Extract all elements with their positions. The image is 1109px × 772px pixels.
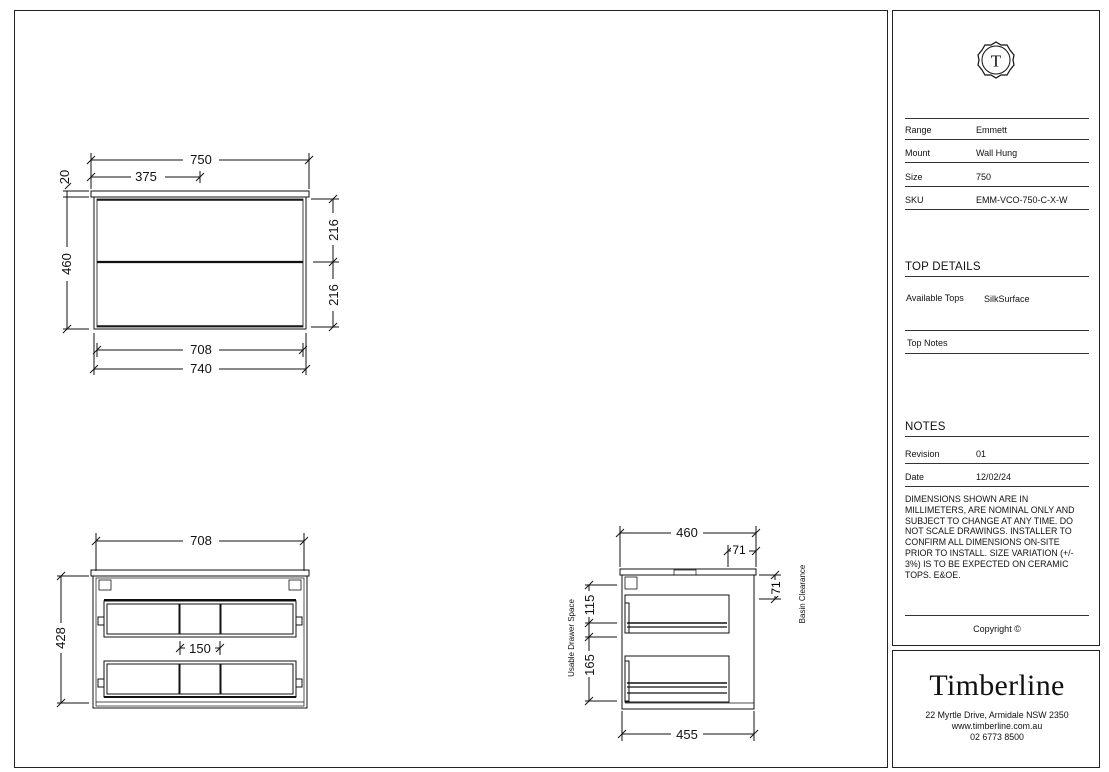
front-body-width-740: 740 [190, 361, 212, 376]
brand-website: www.timberline.com.au [951, 721, 1043, 731]
side-upper-space-115: 115 [582, 594, 597, 616]
spec-key: Mount [905, 148, 931, 158]
usable-drawer-space-label: Usable Drawer Space [567, 599, 576, 677]
top-details-heading: TOP DETAILS [905, 261, 1089, 277]
revision-value: 01 [976, 449, 987, 459]
side-lower-space-165: 165 [582, 654, 597, 676]
basin-clearance-label: Basin Clearance [798, 564, 807, 624]
copyright: Copyright © [973, 624, 1021, 634]
front-half-width-375: 375 [135, 169, 157, 184]
available-tops-label: Available Tops [906, 293, 964, 303]
side-depth-455: 455 [676, 727, 698, 742]
revision-row [905, 443, 1089, 464]
divider [905, 330, 1089, 331]
title-block [892, 10, 1100, 646]
technical-drawings [15, 11, 889, 769]
side-basin-clearance-side-71: 71 [769, 581, 783, 595]
brand-block [892, 650, 1100, 768]
interior-height-428: 428 [53, 627, 68, 649]
divider [905, 615, 1089, 616]
side-section [585, 526, 781, 741]
date-row [905, 466, 1089, 487]
drawing-sheet [14, 10, 888, 768]
spec-row-size [905, 166, 1089, 187]
timberline-seal-icon [977, 41, 1015, 79]
notes-heading: NOTES [905, 421, 1089, 437]
spec-value: 750 [976, 172, 992, 182]
spec-value: Emmett [976, 125, 1008, 135]
brand-address: 22 Myrtle Drive, Armidale NSW 2350 [925, 710, 1069, 720]
brand-logo-text: Timberline [929, 669, 1065, 702]
side-depth-460: 460 [676, 525, 698, 540]
spec-key: Size [905, 172, 923, 182]
interior-divider-150: 150 [189, 641, 211, 656]
front-top-thickness-20: 20 [57, 169, 72, 185]
spec-key: SKU [905, 195, 924, 205]
front-inner-width-708: 708 [190, 342, 212, 357]
brand-phone: 02 6773 8500 [970, 732, 1024, 742]
spec-value: Wall Hung [976, 148, 1018, 158]
revision-label: Revision [905, 449, 940, 459]
spec-row-range [905, 119, 1089, 140]
side-basin-clearance-top-71: 71 [732, 543, 746, 557]
logo-letter: T [990, 51, 1002, 71]
date-label: Date [905, 472, 925, 482]
date-value: 12/02/24 [976, 472, 1012, 482]
spec-row-sku [905, 189, 1089, 210]
front-drawer-upper-216: 216 [326, 219, 341, 241]
front-height-460: 460 [59, 253, 74, 275]
spec-value: EMM-VCO-750-C-X-W [976, 195, 1068, 205]
interior-drawer-width-708: 708 [190, 533, 212, 548]
interior-elevation [57, 533, 309, 708]
spec-row-mount [905, 142, 1089, 163]
top-notes-label: Top Notes [907, 338, 948, 348]
divider [905, 353, 1089, 354]
notes-body: DIMENSIONS SHOWN ARE IN MILLIMETERS, ARE NOMINAL ONLY AND SUBJECT TO CHANGE AT ANY TIME. DO NOT SCALE DRAWINGS. INSTALLER TO CONFIRM ALL DIMENSIONS ON-SITE PRIOR TO INSTALL. SIZE VARIATION (+/- 3%) IS TO BE EXPECTED ON CERAMIC TOPS. E&OE. [905, 494, 1075, 580]
available-tops-value: SilkSurface [984, 294, 1030, 304]
front-drawer-lower-216: 216 [326, 284, 341, 306]
spec-key: Range [905, 125, 932, 135]
front-width-750: 750 [190, 152, 212, 167]
